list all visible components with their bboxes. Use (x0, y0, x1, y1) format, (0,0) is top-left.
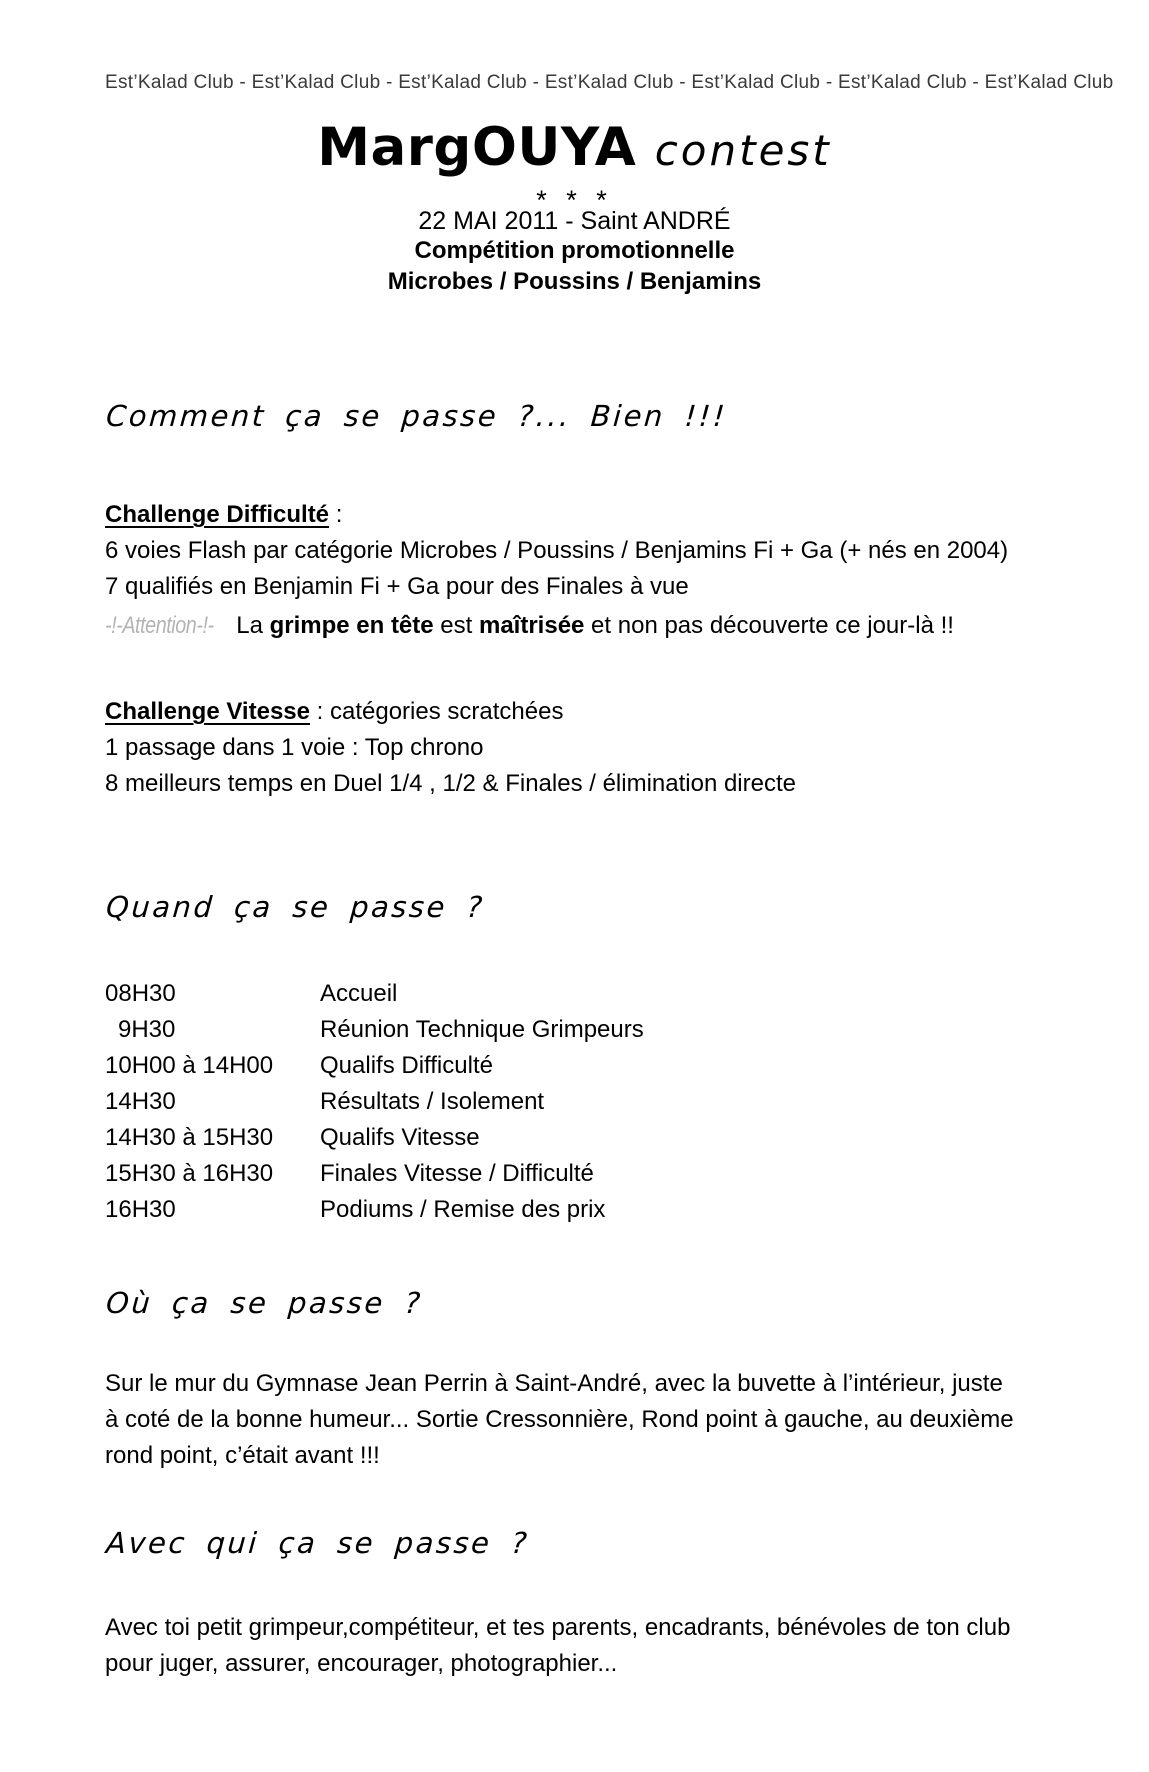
section-heading-where: Où ça se passe ? (105, 1286, 424, 1320)
speed-line-1: 1 passage dans 1 voie : Top chrono (105, 734, 484, 761)
event-title-line (105, 117, 1044, 189)
event-subtitle-categories: Microbes / Poussins / Benjamins (387, 268, 762, 295)
schedule-activity: Finales Vitesse / Difficulté (320, 1160, 594, 1187)
section-heading-how: Comment ça se passe ?... Bien !!! (105, 399, 729, 433)
event-subtitle-promo: Compétition promotionnelle (414, 237, 735, 264)
schedule-row (105, 1120, 1044, 1156)
who-paragraph: Avec toi petit grimpeur,compétiteur, et tes parents, encadrants, bénévoles de ton club pour juger, assurer, encourager, photographier... (105, 1614, 1011, 1677)
difficulty-challenge-title: Challenge Difficulté (105, 501, 330, 528)
speed-challenge-title-suffix: : catégories scratchées (309, 698, 564, 725)
difficulty-line-1: 6 voies Flash par catégorie Microbes / Poussins / Benjamins Fi + Ga (+ nés en 2004) (105, 537, 1009, 564)
schedule-time: 15H30 à 16H30 (105, 1160, 274, 1187)
attention-bold-lead-climbing: grimpe en tête (269, 612, 434, 639)
schedule-time: 14H30 à 15H30 (105, 1124, 274, 1151)
schedule-time: 16H30 (105, 1196, 176, 1223)
attention-note (105, 608, 1044, 644)
schedule-time: 10H00 à 14H00 (105, 1052, 274, 1079)
attention-text-mid: est (433, 612, 479, 639)
difficulty-line-2: 7 qualifiés en Benjamin Fi + Ga pour des Finales à vue (105, 573, 689, 600)
attention-bold-mastered: maîtrisée (478, 612, 585, 639)
schedule-activity: Réunion Technique Grimpeurs (320, 1016, 644, 1043)
attention-text-pre: La (229, 612, 270, 639)
difficulty-challenge-title-suffix: : (329, 501, 343, 528)
attention-label: -!-Attention-!- (105, 612, 214, 639)
schedule-time: 9H30 (118, 1016, 176, 1043)
speed-challenge-title: Challenge Vitesse (105, 698, 310, 725)
schedule-row (105, 1012, 1044, 1048)
schedule-time: 08H30 (105, 980, 176, 1007)
schedule-activity: Podiums / Remise des prix (320, 1196, 606, 1223)
event-title: MargOUYA (317, 117, 637, 178)
stars-decoration: * * * (536, 185, 613, 215)
schedule-activity: Accueil (320, 980, 398, 1007)
schedule-table (105, 976, 1044, 1228)
speed-challenge-block (105, 694, 1044, 802)
section-heading-who: Avec qui ça se passe ? (105, 1526, 531, 1560)
schedule-activity: Qualifs Vitesse (320, 1124, 480, 1151)
club-marquee: Est’Kalad Club - Est’Kalad Club - Est’Kalad Club - Est’Kalad Club - Est’Kalad Club - Est’Kalad Club - Est’Kalad Club (105, 72, 1114, 93)
where-paragraph: Sur le mur du Gymnase Jean Perrin à Saint-André, avec la buvette à l’intérieur, juste à coté de la bonne humeur... Sortie Cressonnière, Rond point à gauche, au deuxième rond point, c’était avant !!! (105, 1370, 1014, 1469)
attention-text-post: et non pas découverte ce jour-là !! (584, 612, 954, 639)
schedule-row (105, 1084, 1044, 1120)
schedule-row (105, 1156, 1044, 1192)
schedule-row (105, 1192, 1044, 1228)
schedule-time: 14H30 (105, 1088, 176, 1115)
event-title-script: contest (654, 126, 832, 175)
title-block (105, 117, 1044, 297)
speed-line-2: 8 meilleurs temps en Duel 1/4 , 1/2 & Finales / élimination directe (105, 770, 796, 797)
section-heading-when: Quand ça se passe ? (105, 890, 486, 924)
schedule-row (105, 1048, 1044, 1084)
speed-challenge-heading (105, 694, 1044, 730)
schedule-activity: Résultats / Isolement (320, 1088, 545, 1115)
schedule-row (105, 976, 1044, 1012)
difficulty-challenge-heading (105, 497, 1044, 533)
schedule-activity: Qualifs Difficulté (320, 1052, 493, 1079)
event-date-location: 22 MAI 2011 - Saint ANDRÉ (418, 207, 731, 235)
